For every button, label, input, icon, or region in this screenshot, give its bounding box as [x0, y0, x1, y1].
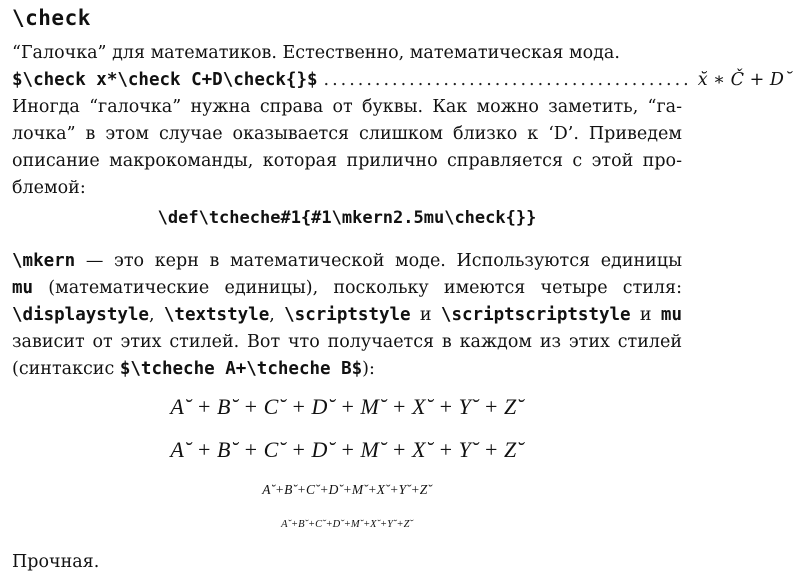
paragraph-mkern [12, 248, 682, 383]
intro-paragraph [12, 40, 793, 94]
para1-line1: Иногда “галочка” нужна справа от буквы. Как можно заметить, “га- [12, 97, 682, 117]
para2-line2: mu (математические единицы), поскольку имеются четыре стиля: [12, 278, 682, 298]
equation-scriptscriptstyle: A˘+B˘+C˘+D˘+M˘+X˘+Y˘+Z˘ [281, 519, 413, 530]
para2-line1: \mkern — это керн в математической моде. Используются единицы [12, 251, 682, 271]
macro-definition: \def\tcheche#1{#1\mkern2.5mu\check{}} [157, 208, 537, 228]
example-result: x̆ ∗ Č + D˘ [697, 70, 793, 90]
code-textstyle: \textstyle [163, 305, 270, 325]
equation-scriptstyle: A˘+B˘+C˘+D˘+M˘+X˘+Y˘+Z˘ [262, 482, 432, 497]
equation-displaystyle: A˘ + B˘ + C˘ + D˘ + M˘ + X˘ + Y˘ + Z˘ [170, 394, 524, 419]
footer-text: Прочная. [12, 552, 100, 572]
para2-line4: зависит от этих стилей. Вот что получается в каждом из этих стилей [12, 332, 682, 352]
paragraph-check-explanation [12, 94, 682, 202]
para2-line5: (синтаксис $\tcheche A+\tcheche B$): [12, 359, 375, 379]
code-displaystyle: \displaystyle [12, 305, 149, 325]
intro-text: “Галочка” для математиков. Естественно, математическая мода. [12, 43, 620, 63]
para1-line3: описание макрокоманды, которая прилично справляется с этой про- [12, 151, 682, 171]
leader-dots: ........................................... [323, 70, 692, 90]
para1-line4: блемой: [12, 178, 86, 198]
code-mu: mu [12, 278, 34, 298]
code-scriptstyle: \scriptstyle [284, 305, 411, 325]
code-mu-2: mu [660, 305, 682, 325]
para1-line2: лочка” в этом случае оказывается слишком близко к ‘D’. Приведем [12, 124, 682, 144]
code-syntax: $\tcheche A+\tcheche B$ [119, 359, 363, 379]
section-heading: \check [12, 6, 91, 30]
para2-line3: \displaystyle, \textstyle, \scriptstyle и \scriptscriptstyle и mu [12, 305, 682, 325]
example-code: $\check x*\check C+D\check{}$ [12, 70, 318, 90]
equation-textstyle: A˘ + B˘ + C˘ + D˘ + M˘ + X˘ + Y˘ + Z˘ [170, 437, 524, 462]
code-mkern: \mkern [12, 251, 76, 271]
code-scriptscriptstyle: \scriptscriptstyle [440, 305, 631, 325]
example-line [12, 67, 793, 94]
